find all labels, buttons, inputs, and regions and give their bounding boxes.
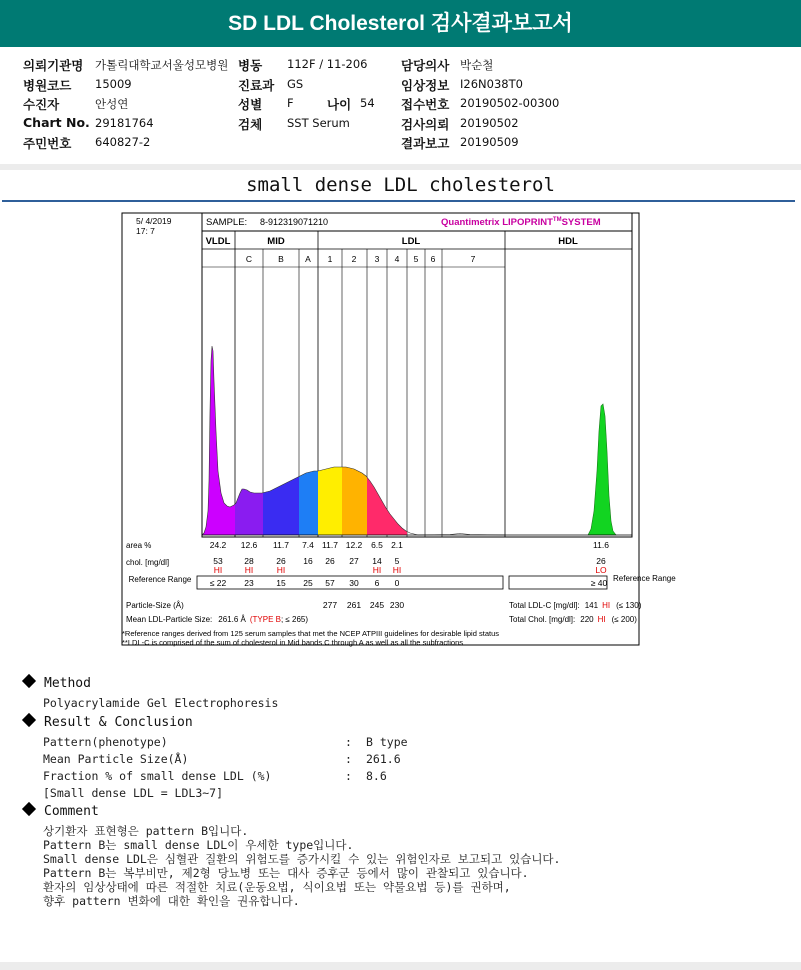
flag-value: HI [244,565,254,575]
clinical-label: 임상정보 [401,78,450,93]
particle-size-colon: : [345,752,352,766]
method-body: Polyacrylamide Gel Electrophoresis [43,696,279,710]
flag-value: LO [595,565,607,575]
comment-heading [22,804,99,819]
diamond-bullet-icon [22,713,36,727]
ref-value: 25 [303,578,313,588]
section-divider [0,164,801,170]
particle-size-value: 277 [322,600,338,610]
band-label-2: 2 [351,254,357,264]
chol-value: 5 [394,556,400,566]
mean-particle-row: Mean LDL-Particle Size: 261.6 Å (TYPE B; ≤ 265) [126,615,309,624]
diamond-bullet-icon [22,802,36,816]
total-ldl-row: Total LDL-C [mg/dl]: 141 HI (≤ 130) [509,601,642,610]
comment-line: 상기환자 표현형은 pattern B입니다. [43,824,249,838]
request-date-value: 20190502 [460,116,519,130]
patient-label: 수진자 [23,97,60,112]
sample-id: 8-912319071210 [260,217,329,227]
ward-label: 병동 [238,58,263,73]
small-dense-note: [Small dense LDL = LDL3~7] [43,786,224,800]
dept-value: GS [287,77,304,91]
right-ref-label: Reference Range [613,574,676,583]
flag-value: HI [276,565,286,575]
report-date-label: 결과보고 [401,136,450,151]
chol-value: 28 [244,556,254,566]
particle-size-value: 261.6 [366,752,401,766]
method-title: Method [44,676,91,691]
footnote-2: **LDL-C is comprised of the sum of cholesterol in Mid bands C through A as well as all the subfractions [122,638,464,647]
fraction-label: Fraction % of small dense LDL (%) [43,769,272,783]
comment-title: Comment [44,804,99,819]
particle-size-value: 261 [346,600,362,610]
particle-row-label: Particle-Size (Å) [126,601,184,610]
group-hdl: HDL [558,236,578,247]
band-label-c: C [245,254,253,264]
accession-label: 접수번호 [401,97,450,112]
sample-label: SAMPLE: [206,217,248,228]
sex-value: F [287,96,294,110]
chol-value: 16 [303,556,313,566]
area-value: 6.5 [371,540,383,550]
report-title: SD LDL Cholesterol 검사결과보고서 [0,0,801,47]
patient-value: 안성연 [95,97,129,111]
area-value: 11.6 [593,540,609,550]
run-date: 5/ 4/2019 [136,216,172,226]
group-vldl: VLDL [205,236,231,247]
ref-value: 0 [394,578,400,588]
chart-no-label: Chart No. [23,115,90,130]
hospital-value: 가톨릭대학교서울성모병원 [95,58,229,72]
clinical-value: I26N038T0 [460,77,523,91]
band-label-4: 4 [394,254,400,264]
section-title-underline [2,200,795,202]
method-heading [22,676,91,691]
area-value: 2.1 [391,540,403,550]
ref-value: ≥ 40 [590,578,608,588]
band-label-5: 5 [413,254,419,264]
hospcode-value: 15009 [95,77,132,91]
accession-value: 20190502-00300 [460,96,560,110]
group-ldl: LDL [401,236,421,247]
chol-value: 14 [372,556,382,566]
area-value: 12.2 [345,540,363,550]
id-number-label: 주민번호 [23,136,72,151]
age-label: 나이 [327,97,352,112]
area-value: 7.4 [302,540,314,550]
ref-value: 23 [244,578,254,588]
chart-no-value: 29181764 [95,116,154,130]
chol-value: 26 [325,556,335,566]
pattern-label: Pattern(phenotype) [43,735,168,749]
area-value: 11.7 [322,540,338,550]
fraction-value: 8.6 [366,769,387,783]
particle-size-value: 245 [369,600,385,610]
id-number-value: 640827-2 [95,135,151,149]
ref-value: 6 [374,578,380,588]
chol-value: 53 [213,556,223,566]
band-label-7: 7 [470,254,476,264]
specimen-value: SST Serum [287,116,350,130]
pattern-colon: : [345,735,352,749]
comment-line: Pattern B는 small dense LDL이 우세한 type입니다. [43,838,354,852]
comment-line: Small dense LDL은 심혈관 질환의 위험도를 증가시킬 수 있는 위험인자로 보고되고 있습니다. [43,852,561,866]
lipoprint-report [120,211,676,647]
ref-value: 30 [349,578,359,588]
flag-value: HI [392,565,402,575]
doctor-value: 박순철 [460,58,494,72]
ref-row-label: Reference Range [128,575,192,584]
chol-row-label: chol. [mg/dl] [126,558,170,567]
request-date-label: 검사의뢰 [401,117,450,132]
ref-value: 15 [276,578,286,588]
chol-value: 27 [349,556,359,566]
area-value: 11.7 [273,540,289,550]
area-row-label: area % [126,541,152,550]
result-title: Result & Conclusion [44,715,193,730]
lipoprint-figure [120,211,676,647]
section-title: small dense LDL cholesterol [246,174,555,196]
ward-value: 112F / 11-206 [287,57,368,71]
band-label-a: A [305,254,311,264]
total-chol-row: Total Chol. [mg/dl]: 220 HI (≤ 200) [509,615,637,624]
chol-value: 26 [596,556,606,566]
system-name: Quantimetrix LIPOPRINT™SYSTEM [441,217,601,228]
page-footer-bar [0,962,801,970]
comment-line: 향후 pattern 변화에 대한 확인을 권유합니다. [43,894,300,908]
doctor-label: 담당의사 [401,58,450,73]
comment-line: 환자의 임상상태에 따른 적절한 치료(운동요법, 식이요법 또는 약물요법 등)를 권하며, [43,880,511,894]
band-label-b: B [278,254,284,264]
diamond-bullet-icon [22,674,36,688]
report-date-value: 20190509 [460,135,519,149]
ref-value: 57 [325,578,335,588]
hospcode-label: 병원코드 [23,78,72,93]
band-label-1: 1 [327,254,333,264]
flag-value: HI [372,565,382,575]
group-mid: MID [267,236,285,247]
dept-label: 진료과 [238,78,275,93]
area-value: 12.6 [240,540,258,550]
particle-size-value: 230 [389,600,405,610]
sex-label: 성별 [238,97,263,112]
pattern-value: B type [366,735,408,749]
patient-info-block [0,47,801,164]
age-value: 54 [360,96,375,110]
chol-value: 26 [276,556,286,566]
hospital-label: 의뢰기관명 [23,58,84,73]
flag-value: HI [213,565,223,575]
band-label-3: 3 [374,254,380,264]
comment-line: Pattern B는 복부비만, 제2형 당뇨병 또는 대사 증후군 등에서 많이 관찰되고 있습니다. [43,866,529,880]
fraction-colon: : [345,769,352,783]
band-label-6: 6 [430,254,436,264]
report-frame [122,213,639,645]
area-value: 24.2 [209,540,227,550]
particle-size-label: Mean Particle Size(Å) [43,752,189,766]
run-time: 17: 7 [136,226,155,236]
ref-value: ≤ 22 [209,578,227,588]
result-heading [22,715,193,730]
footnote-1: *Reference ranges derived from 125 serum samples that met the NCEP ATPIII guidelines for desirable lipid status [122,629,499,638]
specimen-label: 검체 [238,117,263,132]
